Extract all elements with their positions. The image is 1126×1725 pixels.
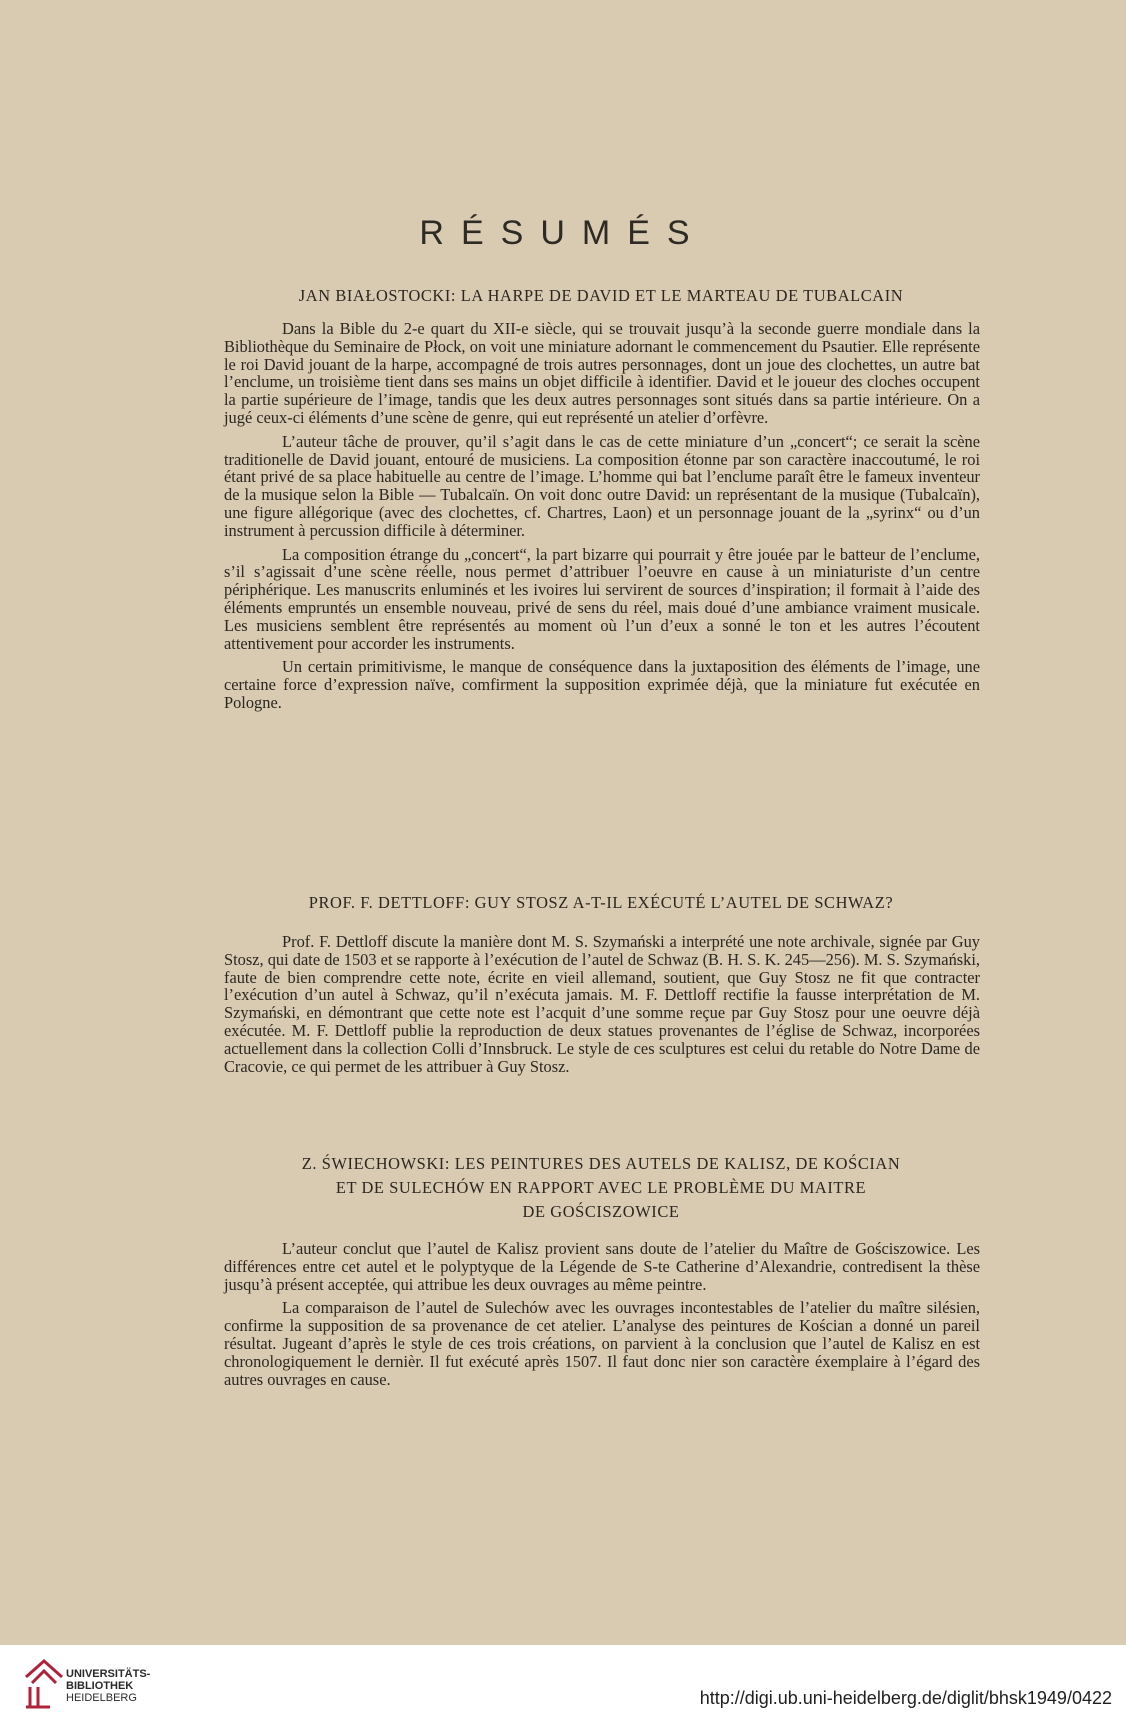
section-body	[224, 1240, 980, 1388]
paragraph: Prof. F. Dettloff discute la manière dont M. S. Szymański a interprété une note archivale, signée par Guy Stosz, qui date de 1503 et se rapporte à l’exécution de l’autel de Schwaz (B. H. S. K. 245—256). M. S. Szymański, faute de bien comprendre cette note, écrite en vieil allemand, soutient, que Guy Stosz ne fit que contracter l’exécution d’un autel à Schwaz, qu’il n’exécuta jamais. M. F. Dettloff rectifie la fausse interprétation de M. Szymański, en démontrant que cette note est l’acquit d’une somme reçue par Guy Stosz pour une oeuvre déjà exécutée. M. F. Dettloff publie la reproduction de deux statues provenantes de l’église de Schwaz, incorporées actuellement dans la collection Colli d’Innsbruck. Le style de ces sculptures est celui du retable do Notre Dame de Cracovie, ce qui permet de les attribuer à Guy Stosz.	[224, 932, 980, 1076]
logo-line: HEIDELBERG	[66, 1692, 137, 1704]
paragraph: La composition étrange du „concert“, la part bizarre qui pourrait y être jouée par le batteur de l’enclume, s’il s’agissait d’une scène réelle, nous permet d’attribuer l’oeuvre en cause à un miniaturiste d’un centre périphérique. Les manuscrits enluminés et les ivoires lui servirent de sources d’inspiration; il formait à l’aide des éléments empruntés un ensemble nouveau, privé de sens du réel, mais doué d’une ambiance vraiment musicale. Les musiciens semblent être représentés au moment où l’un d’eux a sonné le ton et les autres l’écoutent attentivement pour accorder les instruments.	[224, 544, 980, 653]
logo-line: BIBLIOTHEK	[66, 1680, 134, 1692]
page-heading: RÉSUMÉS	[419, 214, 707, 252]
footer-bar	[0, 1645, 1126, 1725]
section-title-line: DE GOŚCISZOWICE	[522, 1202, 680, 1221]
section-title-line: JAN BIAŁOSTOCKI: LA HARPE DE DAVID ET LE MARTEAU DE TUBALCAIN	[298, 286, 904, 305]
section-body	[224, 933, 980, 1075]
library-logo-text	[66, 1668, 150, 1704]
section-body	[224, 320, 980, 712]
section-title	[222, 1152, 980, 1224]
paragraph: L’auteur conclut que l’autel de Kalisz provient sans doute de l’atelier du Maître de Gościszowice. Les différences entre cet autel et le polyptyque de la Légende de S-te Catherine d’Alexandrie, contredisent la thèse jusqu’à présent acceptée, qui attribue les deux ouvrages au même peintre.	[224, 1239, 980, 1294]
section-title-line: ET DE SULECHÓW EN RAPPORT AVEC LE PROBLÈME DU MAITRE	[335, 1178, 867, 1197]
section-title	[222, 891, 980, 915]
section-title-line: PROF. F. DETTLOFF: GUY STOSZ A-T-IL EXÉCUTÉ L’AUTEL DE SCHWAZ?	[308, 893, 894, 912]
paragraph: L’auteur tâche de prouver, qu’il s’agit dans le cas de cette miniature d’un „concert“; ce serait la scène traditionelle de David jouant, entouré de musiciens. La composition étonne par son caractère inaccoutumé, le roi étant privé de sa place habituelle au centre de l’image. L’homme qui bat l’enclume paraît être le fameux inventeur de la musique selon la Bible — Tubalcaïn. On voit donc outre David: un représentant de la musique (Tubalcaïn), une figure allégorique (avec des clochettes, cf. Chartres, Laon) et un personnage jouant de la „syrinx“ ou d’un instrument à percussion difficile à déterminer.	[224, 431, 980, 540]
logo-line: UNIVERSITÄTS-	[66, 1668, 151, 1680]
university-library-logo-icon	[22, 1657, 66, 1711]
paragraph: La comparaison de l’autel de Sulechów avec les ouvrages incontestables de l’atelier du maître silésien, confirme la supposition de sa provenance de cet atelier. L’analyse des peintures de Kościan a donné un pareil résultat. Jugeant d’après le style de ces trois créations, on parvient à la conclusion que l’autel de Kalisz en est chronologiquement le dernièr. Il fut exécuté après 1507. Il faut donc nier son caractère éxemplaire à l’égard des autres ouvrages en cause.	[224, 1298, 980, 1389]
paragraph: Dans la Bible du 2-e quart du XII-e siècle, qui se trouvait jusqu’à la seconde guerre mondiale dans la Bibliothèque du Seminaire de Płock, on voit une miniature adornant le commencement du Psautier. Elle représente le roi David jouant de la harpe, accompagné de trois autres personnages, dont un joue des clochettes, un autre bat l’enclume, un troisième tient dans ses mains un objet difficile à identifier. David et le joueur des cloches occupent la partie supérieure de l’image, tandis que les deux autres personnages sont situés dans sa partie intérieure. On a jugé ceux-ci éléments d’une scène de genre, qui eut représenté un atelier d’orfèvre.	[224, 319, 980, 427]
source-url-link[interactable]: http://digi.ub.uni-heidelberg.de/diglit/bhsk1949/0422	[699, 1688, 1112, 1708]
paragraph: Un certain primitivisme, le manque de conséquence dans la juxtaposition des éléments de l’image, une certaine force d’expression naïve, comfirment la supposition exprimée déjà, que la miniature fut exécutée en Pologne.	[224, 657, 980, 712]
section-title-line: Z. ŚWIECHOWSKI: LES PEINTURES DES AUTELS DE KALISZ, DE KOŚCIAN	[301, 1154, 901, 1173]
section-title	[222, 284, 980, 308]
